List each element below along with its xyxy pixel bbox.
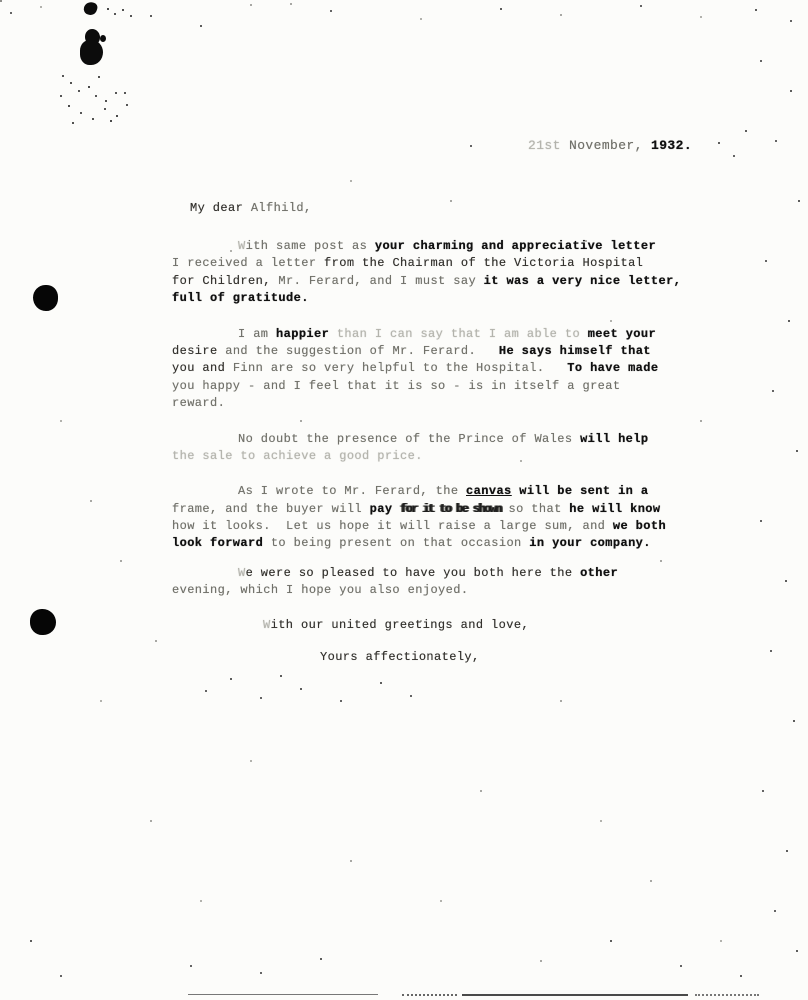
paragraph — [172, 326, 792, 413]
text-segment: so that — [500, 501, 570, 516]
text-segment: Alfhild, — [250, 201, 312, 215]
text-segment: He says himself that — [498, 343, 651, 358]
text-segment: your charming and appreciative letter — [374, 239, 657, 253]
letter-line — [172, 501, 792, 518]
text-segment: to being present on that occasion — [263, 536, 530, 551]
text-segment: My dear — [190, 201, 251, 215]
letter-line — [172, 273, 792, 290]
closing-line — [263, 618, 529, 632]
text-segment: the sale to achieve a good price. — [172, 448, 423, 463]
letter-line — [172, 326, 792, 343]
text-segment: November, — [569, 138, 652, 153]
letter-line — [172, 238, 792, 255]
text-segment: look forward — [172, 536, 264, 551]
text-segment: other — [580, 565, 619, 580]
text-segment: Finn are so very helpful to the Hospital. — [232, 361, 568, 376]
text-segment: will be sent in a — [511, 484, 649, 499]
paragraph — [172, 483, 792, 553]
letter-line — [172, 343, 792, 360]
letter-line — [172, 565, 792, 582]
text-segment: Yours affectionately, — [320, 650, 480, 664]
text-segment: canvas — [466, 484, 512, 499]
text-segment: I received a letter — [172, 256, 325, 271]
text-segment: To have made — [567, 361, 659, 376]
letter-line — [172, 518, 792, 535]
paragraph — [172, 238, 792, 308]
signoff-line — [320, 650, 480, 664]
letter-line — [172, 535, 792, 552]
salutation — [190, 201, 312, 215]
text-segment: ith our united greetings and love, — [270, 618, 530, 632]
text-segment: desire — [172, 343, 226, 358]
text-segment: you happy - and I feel that it is so - is in itself a great — [172, 378, 621, 393]
text-segment: reward. — [172, 396, 226, 411]
paragraph — [172, 431, 792, 466]
text-segment: I am — [238, 326, 277, 341]
text-segment: than I can say that I am able to — [329, 326, 588, 341]
text-segment: for Children, — [172, 273, 279, 288]
text-segment: 21st — [528, 138, 570, 153]
text-segment: he will know — [569, 501, 661, 516]
text-segment: frame, and the buyer will — [172, 501, 370, 516]
text-segment: it was a very nice letter, — [483, 273, 682, 288]
text-segment: pay — [369, 501, 401, 516]
text-segment: for it to be shown — [400, 501, 501, 516]
text-segment: full of gratitude. — [172, 291, 309, 306]
letter-line — [172, 448, 792, 465]
text-segment: from the Chairman of the Victoria Hospital — [324, 256, 644, 271]
text-segment: W — [238, 239, 246, 253]
text-segment: No doubt the presence of the Prince of Wales — [238, 431, 581, 446]
letter-date — [528, 138, 692, 153]
text-segment: meet your — [587, 326, 657, 341]
text-segment: W — [238, 565, 246, 580]
letter-line — [172, 290, 792, 307]
text-segment: in your company. — [529, 536, 651, 551]
paragraph — [172, 565, 792, 600]
text-segment: happier — [276, 326, 330, 341]
letter-line — [172, 483, 792, 500]
text-segment: W — [263, 618, 271, 632]
letter-line — [172, 360, 792, 377]
text-segment: we both — [612, 519, 667, 534]
text-segment: will help — [580, 431, 649, 446]
text-segment: Mr. Ferard, and I must say — [278, 273, 484, 288]
text-segment: evening, which I hope you also enjoyed. — [172, 583, 469, 598]
text-segment: As I wrote to Mr. Ferard, the — [238, 484, 467, 499]
letter-line — [172, 582, 792, 599]
letter-line — [172, 431, 792, 448]
text-segment: you and — [172, 361, 233, 376]
letter-line — [172, 395, 792, 412]
letter-line — [172, 255, 792, 272]
text-segment: and the suggestion of Mr. Ferard. — [225, 343, 499, 358]
text-segment: e were so pleased to have you both here the — [245, 565, 581, 580]
letter-paragraphs — [172, 238, 792, 618]
text-segment: 1932. — [651, 138, 693, 153]
text-segment: ith same post as — [245, 239, 375, 253]
letter-line — [172, 378, 792, 395]
text-segment: how it looks. Let us hope it will raise a large sum, and — [172, 519, 613, 534]
